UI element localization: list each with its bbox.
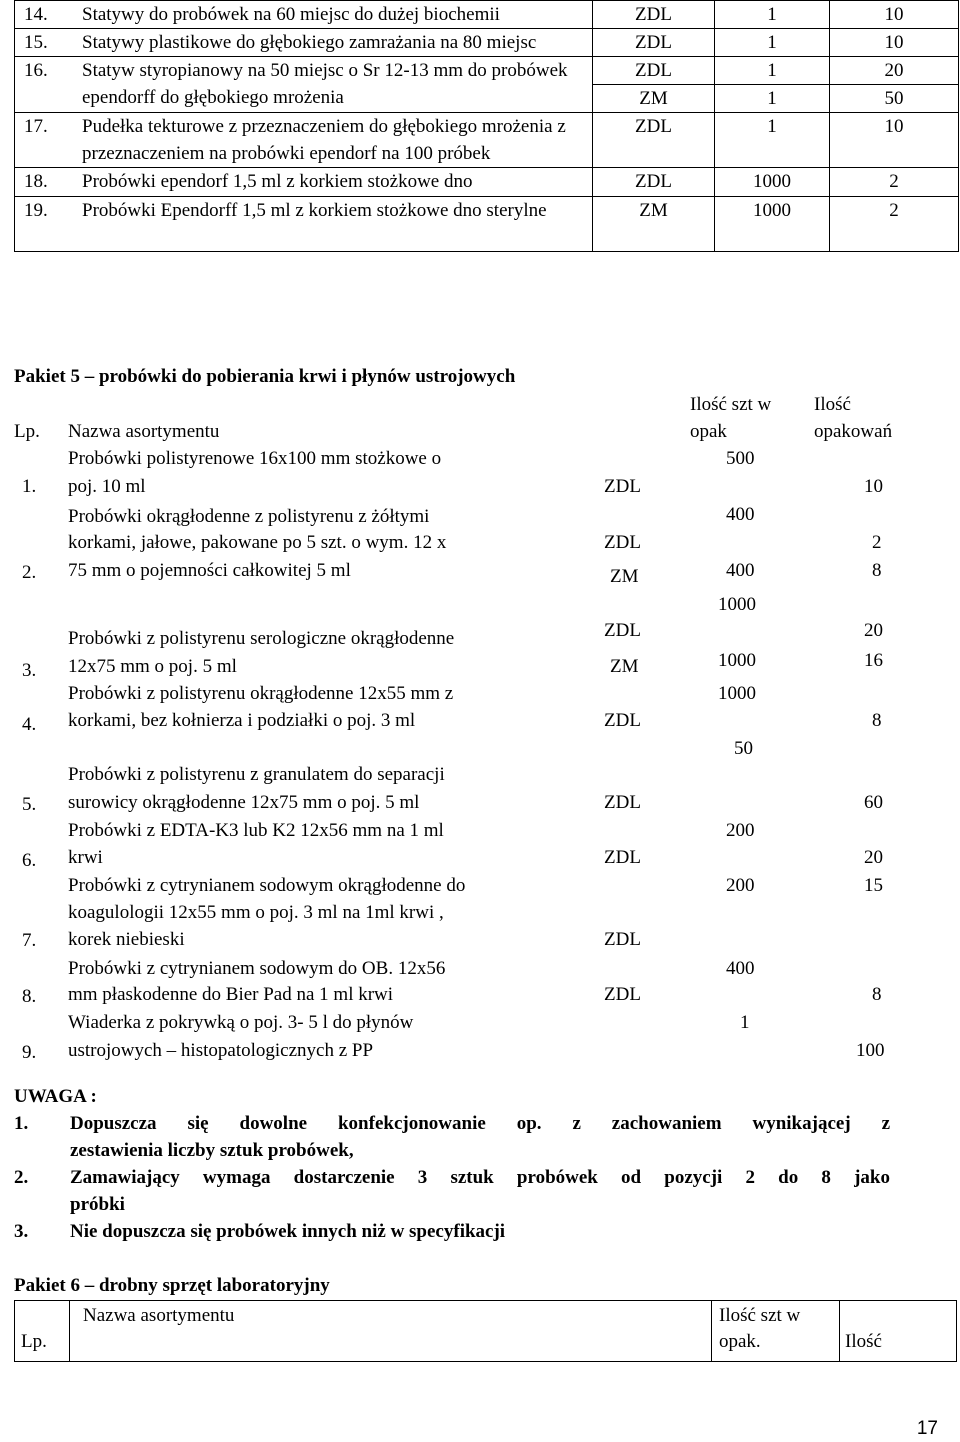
- item-name-line1: Probówki z EDTA-K3 lub K2 12x56 mm na 1 ml: [68, 820, 444, 841]
- row-number: 2.: [22, 562, 37, 583]
- table-row: [15, 57, 959, 85]
- qty-cell: 1000: [718, 594, 756, 615]
- table-row: [15, 1, 959, 29]
- pkg-cell: 16: [864, 650, 883, 671]
- note-text-line1: Dopuszcza się dowolne konfekcjonowanie op. z zachowaniem wynikającej z: [70, 1113, 890, 1134]
- row-number: 4.: [22, 714, 37, 735]
- header-name: Nazwa asortymentu: [83, 1305, 235, 1326]
- row-number: 8.: [22, 986, 37, 1007]
- item-name-line1: Probówki z polistyrenu okrągłodenne 12x55 mm z: [68, 683, 454, 704]
- unit-cell: ZDL: [604, 532, 641, 553]
- column-divider: [839, 1301, 840, 1361]
- item-name: Statyw styropianowy na 50 miejsc o Sr 12-13 mm do probówek ependorff do głębokiego mrożenia: [82, 60, 568, 108]
- item-name-line2: krwi: [68, 847, 103, 868]
- item-name-line2: korkami, jałowe, pakowane po 5 szt. o wym. 12 x: [68, 532, 447, 553]
- row-number: 18.: [24, 171, 48, 192]
- header-qty-line2: opak.: [719, 1331, 761, 1352]
- qty-cell: 1: [715, 29, 830, 57]
- row-number: 14.: [24, 4, 48, 25]
- item-name-line1: Probówki z cytrynianem sodowym okrągłodenne do: [68, 875, 466, 896]
- qty-cell: 1: [715, 1, 830, 29]
- pkg-cell: 60: [864, 792, 883, 813]
- item-name-line1: Probówki z cytrynianem sodowym do OB. 12x56: [68, 958, 446, 979]
- qty-cell: 500: [726, 448, 755, 469]
- unit-cell: ZDL: [604, 847, 641, 868]
- table-row: [15, 113, 959, 168]
- qty-cell: 400: [726, 958, 755, 979]
- pkg-cell: 8: [872, 710, 882, 731]
- note-text-line1: Zamawiający wymaga dostarczenie 3 sztuk probówek od pozycji 2 do 8 jako: [70, 1167, 890, 1188]
- item-name-line2: korkami, bez kołnierza i podziałki o poj. 3 ml: [68, 710, 416, 731]
- note-text-line2: zestawienia liczby sztuk probówek,: [70, 1140, 354, 1161]
- header-lp: Lp.: [21, 1331, 47, 1352]
- row-number: 9.: [22, 1042, 37, 1063]
- row-number: 16.: [24, 60, 48, 81]
- header-qty-line1: Ilość szt w: [690, 394, 772, 415]
- row-number: 19.: [24, 200, 48, 221]
- qty-cell: 1: [715, 113, 830, 168]
- unit-cell: ZDL: [593, 168, 715, 197]
- item-name-line2: mm płaskodenne do Bier Pad na 1 ml krwi: [68, 984, 394, 1005]
- row-number: 6.: [22, 850, 37, 871]
- pkg-cell: 20: [864, 620, 883, 641]
- pkg-cell: 2: [830, 197, 959, 252]
- item-name-line3: korek niebieski: [68, 929, 185, 950]
- row-number: 7.: [22, 930, 37, 951]
- unit-cell: ZDL: [604, 476, 641, 497]
- note-text-line1: Nie dopuszcza się probówek innych niż w specyfikacji: [70, 1221, 506, 1242]
- header-lp: Lp.: [14, 421, 40, 442]
- qty-cell: 1000: [718, 650, 756, 671]
- page-number: 17: [916, 1418, 938, 1439]
- item-name-line1: Probówki z polistyrenu serologiczne okrągłodenne: [68, 628, 455, 649]
- unit-cell: ZDL: [604, 984, 641, 1005]
- item-name-line2: ustrojowych – histopatologicznych z PP: [68, 1040, 374, 1061]
- column-divider: [69, 1301, 70, 1361]
- qty-cell: 200: [726, 875, 755, 896]
- qty-cell: 400: [726, 560, 755, 581]
- table-row: [15, 197, 959, 252]
- pakiet6-title: Pakiet 6 – drobny sprzęt laboratoryjny: [14, 1275, 330, 1296]
- pkg-cell: 20: [830, 57, 959, 85]
- unit-cell: ZM: [610, 656, 639, 677]
- pkg-cell: 50: [830, 85, 959, 113]
- unit-cell: ZDL: [593, 29, 715, 57]
- pkg-cell: 100: [856, 1040, 885, 1061]
- item-name-line1: Probówki z polistyrenu z granulatem do separacji: [68, 764, 445, 785]
- note-number: 2.: [14, 1167, 29, 1188]
- unit-cell: ZDL: [593, 57, 715, 85]
- header-name: Nazwa asortymentu: [68, 421, 220, 442]
- unit-cell: ZM: [610, 566, 639, 587]
- qty-cell: 200: [726, 820, 755, 841]
- item-name-line2: koagulologii 12x55 mm o poj. 3 ml na 1ml krwi ,: [68, 902, 444, 923]
- item-name-line2: poj. 10 ml: [68, 476, 146, 497]
- item-name-line3: 75 mm o pojemności całkowitej 5 ml: [68, 560, 351, 581]
- pakiet6-table: [14, 1300, 957, 1362]
- pkg-cell: 15: [864, 875, 883, 896]
- pkg-cell: 10: [830, 113, 959, 168]
- qty-cell: 1000: [718, 683, 756, 704]
- item-name: Statywy do probówek na 60 miejsc do dużej biochemii: [82, 4, 500, 25]
- column-divider: [711, 1301, 712, 1361]
- pkg-cell: 10: [830, 1, 959, 29]
- unit-cell: ZM: [593, 197, 715, 252]
- item-name-line1: Probówki polistyrenowe 16x100 mm stożkowe o: [68, 448, 442, 469]
- note-text-line2: próbki: [70, 1194, 125, 1215]
- row-number: 5.: [22, 794, 37, 815]
- pkg-cell: 20: [864, 847, 883, 868]
- item-name: Statywy plastikowe do głębokiego zamrażania na 80 miejsc: [82, 32, 537, 53]
- row-number: 15.: [24, 32, 48, 53]
- item-name: Probówki ependorf 1,5 ml z korkiem stożkowe dno: [82, 171, 473, 192]
- qty-cell: 50: [734, 738, 753, 759]
- header-qty-line1: Ilość szt w: [719, 1305, 801, 1326]
- note-number: 1.: [14, 1113, 29, 1134]
- table-row: [15, 168, 959, 197]
- unit-cell: ZDL: [604, 620, 641, 641]
- pkg-cell: 10: [864, 476, 883, 497]
- items-table-continued: [14, 0, 959, 252]
- qty-cell: 1: [715, 85, 830, 113]
- notes-title: UWAGA :: [14, 1086, 97, 1107]
- pakiet5-title: Pakiet 5 – probówki do pobierania krwi i płynów ustrojowych: [14, 366, 516, 387]
- qty-cell: 1000: [715, 168, 830, 197]
- pkg-cell: 2: [830, 168, 959, 197]
- unit-cell: ZM: [593, 85, 715, 113]
- header-pkg-line2: opakowań: [814, 421, 893, 442]
- unit-cell: ZDL: [604, 792, 641, 813]
- item-name: Probówki Ependorff 1,5 ml z korkiem stożkowe dno sterylne: [82, 200, 547, 221]
- pkg-cell: 10: [830, 29, 959, 57]
- table-row: [15, 29, 959, 57]
- item-name-line1: Probówki okrągłodenne z polistyrenu z żółtymi: [68, 506, 430, 527]
- pkg-cell: 8: [872, 560, 882, 581]
- unit-cell: ZDL: [593, 1, 715, 29]
- header-pkg: Ilość: [845, 1331, 882, 1352]
- item-name-line1: Wiaderka z pokrywką o poj. 3- 5 l do płynów: [68, 1012, 414, 1033]
- qty-cell: 1000: [715, 197, 830, 252]
- pkg-cell: 2: [872, 532, 882, 553]
- qty-cell: 1: [740, 1012, 750, 1033]
- header-qty-line2: opak: [690, 421, 727, 442]
- item-name: Pudełka tekturowe z przeznaczeniem do głębokiego mrożenia z przeznaczeniem na probówki ependorf na 100 próbek: [82, 116, 566, 164]
- row-number: 1.: [22, 476, 37, 497]
- unit-cell: ZDL: [593, 113, 715, 168]
- row-number: 17.: [24, 116, 48, 137]
- unit-cell: ZDL: [604, 710, 641, 731]
- qty-cell: 400: [726, 504, 755, 525]
- row-number: 3.: [22, 660, 37, 681]
- item-name-line2: surowicy okrągłodenne 12x75 mm o poj. 5 ml: [68, 792, 420, 813]
- qty-cell: 1: [715, 57, 830, 85]
- pkg-cell: 8: [872, 984, 882, 1005]
- header-pkg-line1: Ilość: [814, 394, 851, 415]
- note-number: 3.: [14, 1221, 29, 1242]
- item-name-line2: 12x75 mm o poj. 5 ml: [68, 656, 237, 677]
- unit-cell: ZDL: [604, 929, 641, 950]
